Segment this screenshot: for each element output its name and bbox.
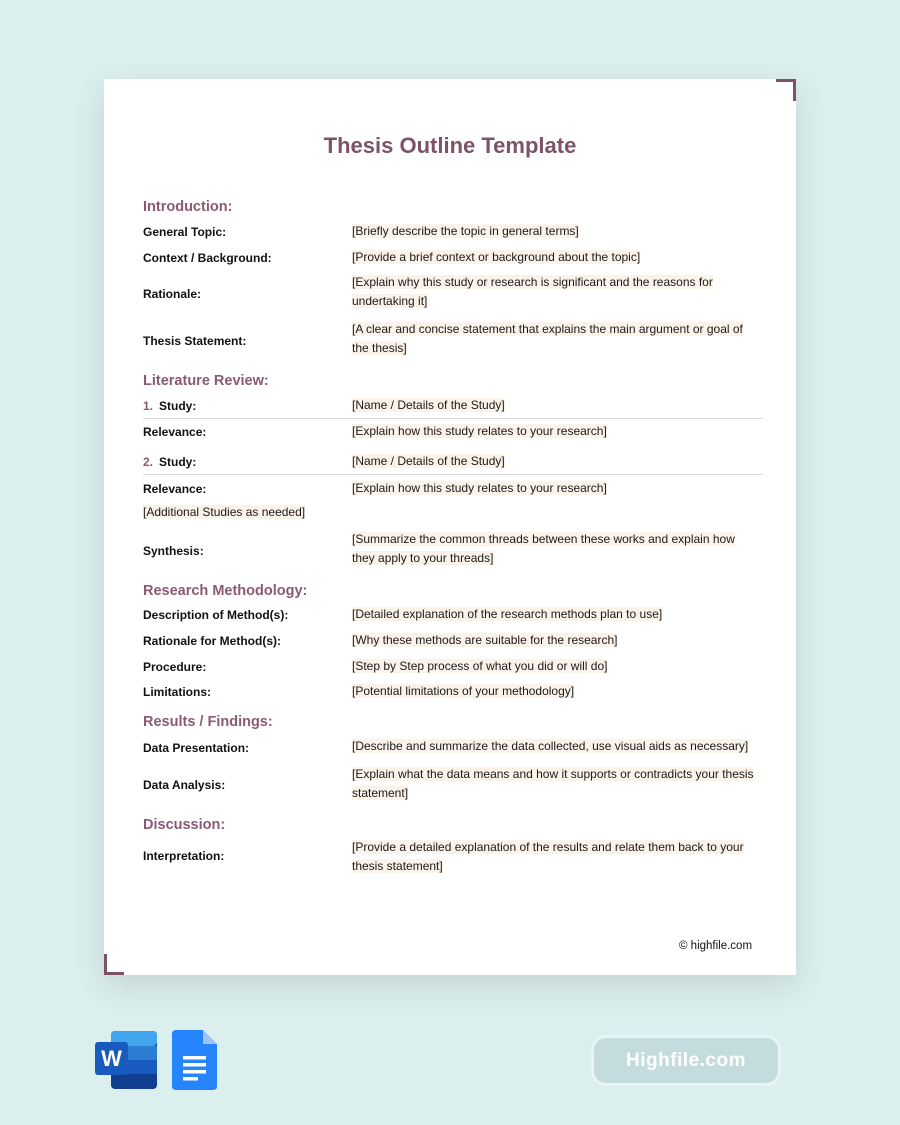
value-general-topic: [Briefly describe the topic in general terms] xyxy=(352,224,579,238)
label-relevance-1: Relevance: xyxy=(143,425,207,439)
label-data-presentation: Data Presentation: xyxy=(143,741,250,755)
label-description-of-methods: Description of Method(s): xyxy=(143,608,289,622)
highfile-brand-badge[interactable]: Highfile.com xyxy=(594,1038,778,1083)
heading-discussion: Discussion: xyxy=(143,817,226,833)
document-title: Thesis Outline Template xyxy=(323,133,577,158)
value-study-1: [Name / Details of the Study] xyxy=(352,398,505,412)
divider xyxy=(143,474,763,475)
label-thesis-statement: Thesis Statement: xyxy=(143,334,247,348)
value-relevance-2: [Explain how this study relates to your research] xyxy=(352,481,607,495)
value-description-of-methods: [Detailed explanation of the research methods plan to use] xyxy=(352,607,663,621)
label-rationale-for-methods: Rationale for Method(s): xyxy=(143,634,281,648)
corner-mark-bottom-left xyxy=(104,954,124,975)
heading-literature-review: Literature Review: xyxy=(143,373,269,389)
divider xyxy=(143,418,763,419)
google-docs-icon[interactable] xyxy=(172,1030,217,1090)
value-relevance-1: [Explain how this study relates to your research] xyxy=(352,424,607,438)
label-study-1: 1. Study: xyxy=(143,399,197,413)
study-2-number: 2. xyxy=(143,455,154,469)
value-data-presentation: [Describe and summarize the data collected, use visual aids as necessary] xyxy=(352,739,749,753)
word-icon-letter: W xyxy=(101,1046,122,1071)
label-general-topic: General Topic: xyxy=(143,225,227,239)
value-thesis-statement: [A clear and concise statement that explains the main argument or goal of the thesis] xyxy=(352,322,743,355)
value-synthesis: [Summarize the common threads between these works and explain how they apply to your threads] xyxy=(352,532,735,565)
corner-mark-top-right xyxy=(776,79,796,101)
value-interpretation: [Provide a detailed explanation of the results and relate them back to your thesis statement] xyxy=(352,840,744,873)
label-synthesis: Synthesis: xyxy=(143,544,204,558)
label-study-2: 2. Study: xyxy=(143,455,197,469)
label-limitations: Limitations: xyxy=(143,685,211,699)
document-page xyxy=(104,79,796,975)
heading-introduction: Introduction: xyxy=(143,199,233,215)
label-data-analysis: Data Analysis: xyxy=(143,778,226,792)
value-limitations: [Potential limitations of your methodology] xyxy=(352,684,575,698)
label-context: Context / Background: xyxy=(143,251,272,265)
value-data-analysis: [Explain what the data means and how it supports or contradicts your thesis statement] xyxy=(352,767,754,800)
value-context: [Provide a brief context or background about the topic] xyxy=(352,250,641,264)
value-rationale: [Explain why this study or research is significant and the reasons for undertaking it] xyxy=(352,275,713,308)
value-rationale-for-methods: [Why these methods are suitable for the research] xyxy=(352,633,618,647)
additional-studies-note: [Additional Studies as needed] xyxy=(143,505,306,519)
label-interpretation: Interpretation: xyxy=(143,849,225,863)
heading-results-findings: Results / Findings: xyxy=(143,714,273,730)
value-study-2: [Name / Details of the Study] xyxy=(352,454,505,468)
heading-research-methodology: Research Methodology: xyxy=(143,583,308,599)
value-procedure: [Step by Step process of what you did or will do] xyxy=(352,659,608,673)
copyright-text: © highfile.com xyxy=(679,940,753,952)
label-rationale: Rationale: xyxy=(143,287,202,301)
microsoft-word-icon[interactable] xyxy=(95,1031,157,1089)
label-procedure: Procedure: xyxy=(143,660,207,674)
study-1-number: 1. xyxy=(143,399,154,413)
label-relevance-2: Relevance: xyxy=(143,482,207,496)
